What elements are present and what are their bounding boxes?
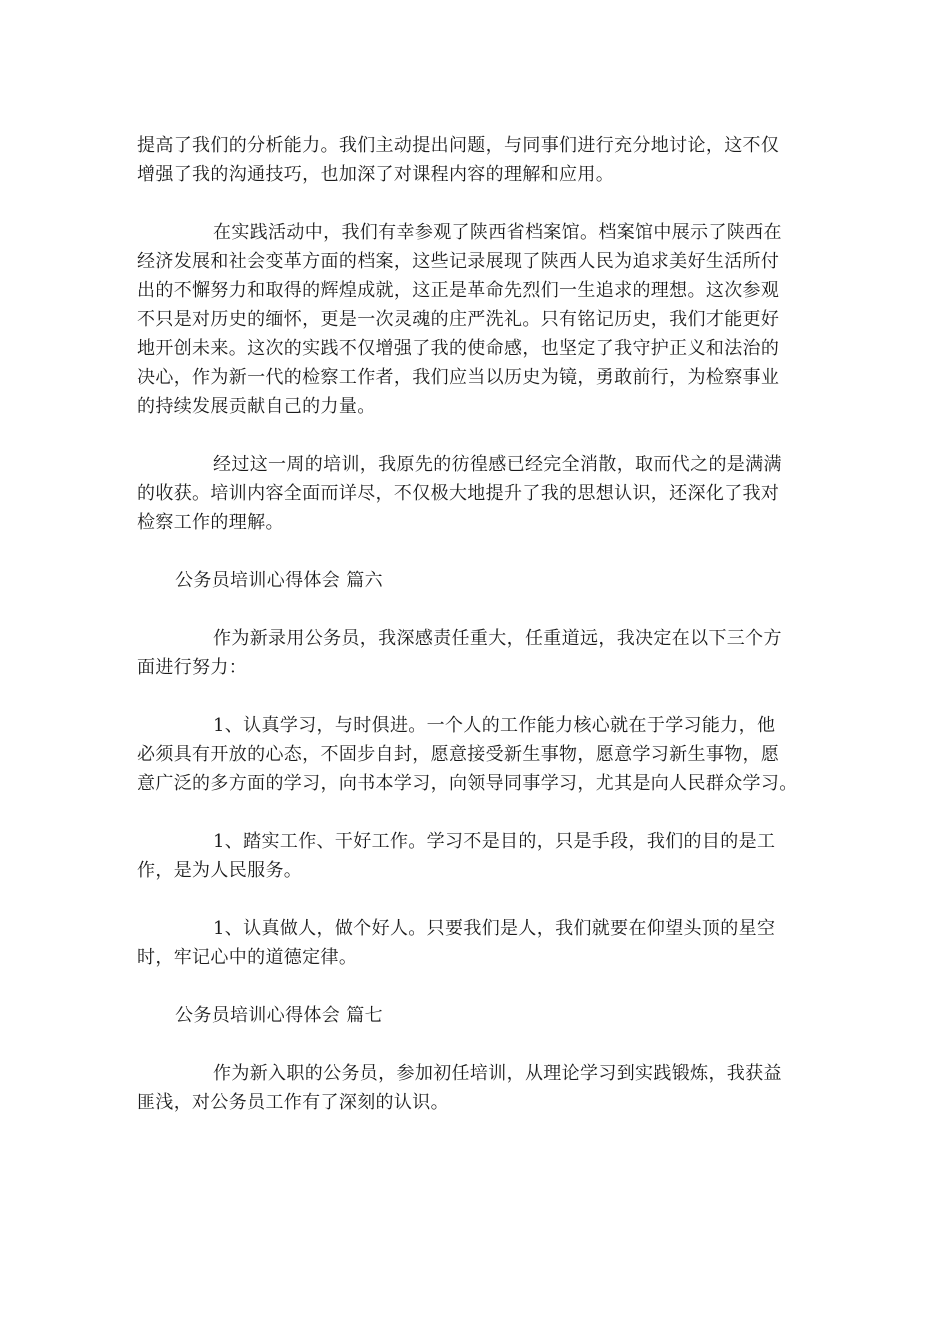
text-line: 作为新入职的公务员，参加初任培训，从理论学习到实践锻炼，我获益: [213, 1063, 782, 1084]
text-line: 作为新录用公务员，我深感责任重大，任重道远，我决定在以下三个方: [213, 628, 782, 649]
paragraph-2: [137, 218, 827, 421]
paragraph-1: [137, 131, 827, 189]
text-line: 必须具有开放的心态，不固步自封，愿意接受新生事物，愿意学习新生事物，愿: [137, 744, 780, 765]
text-line: 匪浅，对公务员工作有了深刻的认识。: [137, 1092, 449, 1113]
text-line: 决心，作为新一代的检察工作者，我们应当以历史为镜，勇敢前行，为检察事业: [137, 367, 780, 388]
text-line: 1、认真做人，做个好人。只要我们是人，我们就要在仰望头顶的星空: [213, 918, 776, 939]
section-heading-7: 公务员培训心得体会 篇七: [175, 1005, 383, 1026]
text-line: 在实践活动中，我们有幸参观了陕西省档案馆。档案馆中展示了陕西在: [213, 222, 782, 243]
text-line: 经过这一周的培训，我原先的彷徨感已经完全消散，取而代之的是满满: [213, 454, 782, 475]
text-line: 的收获。培训内容全面而详尽，不仅极大地提升了我的思想认识，还深化了我对: [137, 483, 780, 504]
paragraph-8: [137, 1059, 827, 1117]
text-line: 提高了我们的分析能力。我们主动提出问题，与同事们进行充分地讨论，这不仅: [137, 135, 780, 156]
paragraph-5: [137, 711, 827, 798]
document-body: [137, 131, 827, 1146]
text-line: 时，牢记心中的道德定律。: [137, 947, 358, 968]
text-line: 1、踏实工作、干好工作。学习不是目的，只是手段，我们的目的是工: [213, 831, 776, 852]
text-line: 意广泛的多方面的学习，向书本学习，向领导同事学习，尤其是向人民群众学习。: [137, 773, 798, 794]
text-line: 增强了我的沟通技巧，也加深了对课程内容的理解和应用。: [137, 164, 615, 185]
paragraph-7: [137, 914, 827, 972]
text-line: 检察工作的理解。: [137, 512, 284, 533]
text-line: 出的不懈努力和取得的辉煌成就，这正是革命先烈们一生追求的理想。这次参观: [137, 280, 780, 301]
section-heading-6: 公务员培训心得体会 篇六: [175, 570, 383, 591]
text-line: 1、认真学习，与时俱进。一个人的工作能力核心就在于学习能力，他: [213, 715, 776, 736]
paragraph-4: [137, 624, 827, 682]
text-line: 的持续发展贡献自己的力量。: [137, 396, 376, 417]
text-line: 不只是对历史的缅怀，更是一次灵魂的庄严洗礼。只有铭记历史，我们才能更好: [137, 309, 780, 330]
text-line: 经济发展和社会变革方面的档案，这些记录展现了陕西人民为追求美好生活所付: [137, 251, 780, 272]
paragraph-6: [137, 827, 827, 885]
paragraph-3: [137, 450, 827, 537]
text-line: 地开创未来。这次的实践不仅增强了我的使命感，也坚定了我守护正义和法治的: [137, 338, 780, 359]
text-line: 作，是为人民服务。: [137, 860, 303, 881]
text-line: 面进行努力：: [137, 657, 248, 678]
